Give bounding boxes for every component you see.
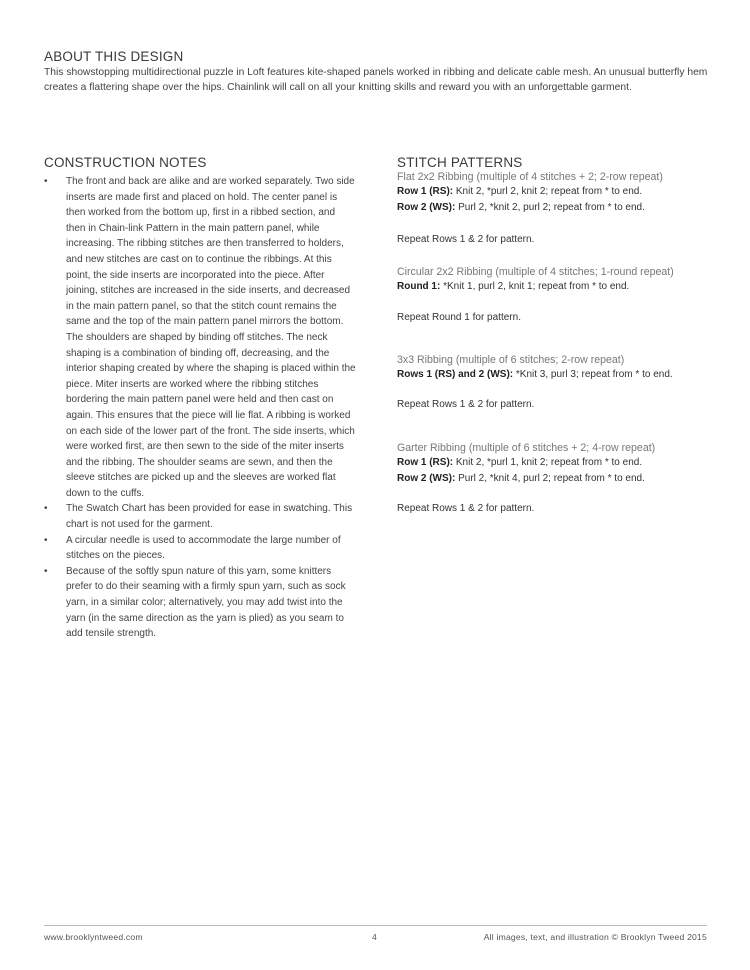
about-section (44, 49, 714, 95)
construction-note (44, 564, 356, 642)
pattern-title: Flat 2x2 Ribbing (multiple of 4 stitches + 2; 2-row repeat) (397, 171, 663, 183)
pattern-row (397, 471, 717, 487)
pattern-row (397, 184, 717, 200)
pattern-repeat: Repeat Round 1 for pattern. (397, 311, 521, 323)
footer-url-link[interactable]: www.brooklyntweed.com (44, 932, 143, 942)
construction-note-text: The front and back are alike and are worked separately. Two side inserts are made first and placed on hold. The center panel is then worked from the bottom up, first in a ribbed section, and then in Chain-link Pattern in the main pattern panel, while increasing. The ribbing stitches are then transferred to holders, and new stitches are cast on to continue the ribbings. At this point, the side inserts are incorporated into the piece. After joining, stitches are increased in the side inserts, and decreased in the main pattern panel, so that the stitch count remains the same and the top of the main pattern panel mirrors the bottom. The shoulders are shaped by binding off stitches. The neck shaping is a combination of binding off, decreasing, and the interior shaping created by where the shaping is placed within the piece. Miter inserts are worked where the ribbing stitches bordering the main pattern panel were held and then cast on again. This ensures that the piece will lie flat. A ribbing is worked on each side of the lower part of the front. The side inserts, which were worked first, are then sewn to the side of the miter inserts and the ribbing. The shoulder seams are sewn, and then the sleeve stitches are picked up and the sleeves are worked flat down to the cuffs. (66, 176, 356, 499)
row-text: Purl 2, *knit 2, purl 2; repeat from * to end. (455, 201, 645, 213)
row-label: Row 2 (WS): (397, 472, 456, 484)
row-label: Rows 1 (RS) and 2 (WS): (397, 368, 514, 380)
stitch-pattern (397, 265, 717, 325)
row-text: *Knit 3, purl 3; repeat from * to end. (513, 368, 673, 380)
pattern-row (397, 367, 717, 383)
row-text: Knit 2, *purl 1, knit 2; repeat from * to end. (453, 457, 643, 468)
row-label: Round 1: (397, 281, 441, 292)
pattern-row (397, 455, 717, 471)
construction-note-text: The Swatch Chart has been provided for ease in swatching. This chart is not used for the garment. (66, 503, 353, 531)
stitch-patterns-section (397, 155, 717, 516)
row-text: Purl 2, *knit 4, purl 2; repeat from * to end. (455, 472, 645, 484)
bullet-icon: • (44, 503, 48, 515)
row-text: *Knit 1, purl 2, knit 1; repeat from * to end. (440, 281, 630, 292)
construction-note (44, 501, 356, 532)
pattern-repeat: Repeat Rows 1 & 2 for pattern. (397, 503, 535, 514)
footer-divider (44, 925, 707, 926)
about-text: This showstopping multidirectional puzzle in Loft features kite-shaped panels worked in ribbing and delicate cable mesh. An unusual butterfly hem creates a flattering shape over the hips. Chainlink will call on all your knitting skills and reward you with an unforgettable garment. (44, 67, 708, 93)
footer-copyright: All images, text, and illustration © Brooklyn Tweed 2015 (483, 932, 707, 942)
row-text: Knit 2, *purl 2, knit 2; repeat from * to end. (453, 186, 643, 197)
pattern-row (397, 279, 717, 295)
stitch-pattern (397, 170, 717, 247)
bullet-icon: • (44, 176, 48, 187)
page-number: 4 (372, 932, 377, 942)
about-heading: ABOUT THIS DESIGN (44, 49, 184, 64)
construction-heading: CONSTRUCTION NOTES (44, 155, 207, 170)
pattern-repeat: Repeat Rows 1 & 2 for pattern. (397, 399, 535, 410)
bullet-icon: • (44, 565, 48, 577)
construction-note-text: A circular needle is used to accommodate the large number of stitches on the pieces. (66, 534, 341, 562)
pattern-title: 3x3 Ribbing (multiple of 6 stitches; 2-row repeat) (397, 353, 625, 366)
construction-note-text: Because of the softly spun nature of this yarn, some knitters prefer to do their seaming with a firmly spun yarn, such as sock yarn, in a similar color; alternatively, you may add twist into the yarn (in the same direction as the yarn is plied) as you seam to add tensile strength. (66, 565, 346, 640)
row-label: Row 2 (WS): (397, 201, 456, 213)
stitch-patterns-heading: STITCH PATTERNS (397, 155, 523, 170)
construction-notes-section (44, 155, 356, 642)
construction-notes-list (44, 174, 356, 642)
pattern-row (397, 200, 717, 216)
construction-note (44, 533, 356, 564)
stitch-pattern (397, 441, 717, 516)
construction-note (44, 174, 356, 501)
pattern-repeat: Repeat Rows 1 & 2 for pattern. (397, 234, 535, 245)
bullet-icon: • (44, 534, 48, 546)
pattern-title: Circular 2x2 Ribbing (multiple of 4 stitches; 1-round repeat) (397, 266, 674, 278)
row-label: Row 1 (RS): (397, 186, 454, 197)
pattern-title: Garter Ribbing (multiple of 6 stitches + 2; 4-row repeat) (397, 442, 656, 454)
stitch-pattern (397, 353, 717, 413)
row-label: Row 1 (RS): (397, 457, 454, 468)
